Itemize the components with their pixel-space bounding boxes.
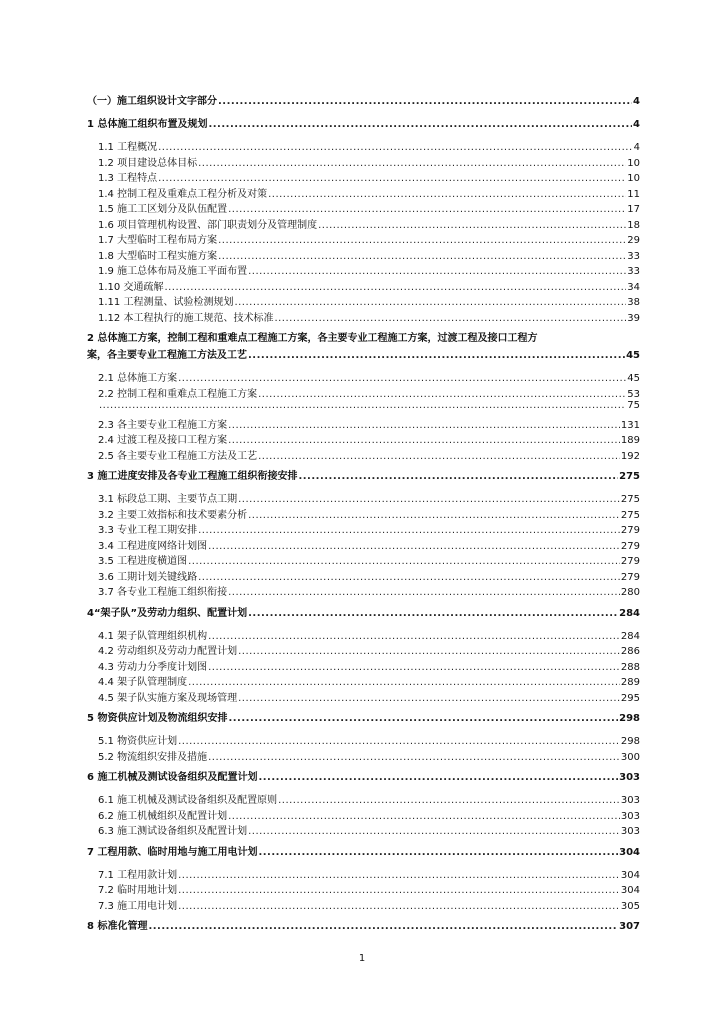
toc-page-number: 304	[620, 885, 640, 896]
toc-page-number: 303	[619, 772, 640, 783]
toc-dot-leader	[178, 373, 626, 384]
toc-entry-title: 7.1 工程用款计划	[98, 869, 178, 881]
toc-page-number: 275	[620, 494, 640, 505]
toc-chapter-entry[interactable]	[87, 467, 640, 485]
toc-page-number: 4	[633, 119, 640, 130]
toc-page-number: 298	[619, 713, 640, 724]
toc-chapter-entry[interactable]	[87, 346, 640, 364]
toc-entry-title: 7.3 施工用电计划	[98, 900, 178, 912]
toc-dot-leader	[148, 921, 618, 932]
toc-page-number: 275	[620, 509, 640, 521]
toc-entry-title: 3.3 专业工程工期安排	[98, 525, 198, 536]
toc-entry-title: 1.6 项目管理机构设置、部门职责划分及管理制度	[98, 219, 318, 231]
toc-dot-leader	[208, 752, 620, 763]
toc-page-number: 298	[620, 736, 640, 747]
toc-dot-leader	[218, 96, 632, 107]
toc-page-number: 192	[620, 450, 640, 462]
toc-entry-title: （一）施工组织设计文字部分	[87, 96, 217, 107]
toc-entry-title: 1.9 施工总体布局及施工平面布置	[98, 266, 248, 277]
toc-page-number: 280	[620, 587, 640, 598]
toc-entry-title: 8 标准化管理	[87, 921, 148, 932]
toc-dot-leader	[238, 494, 620, 505]
toc-section-entry[interactable]	[87, 262, 640, 278]
toc-dot-leader	[238, 693, 620, 704]
toc-dot-leader	[178, 901, 620, 912]
toc-dot-leader	[188, 556, 620, 567]
toc-entry-title: 1.7 大型临时工程布局方案	[98, 235, 218, 246]
toc-dot-leader	[248, 826, 620, 837]
toc-dot-leader	[258, 772, 618, 783]
toc-section-entry[interactable]	[87, 506, 640, 522]
toc-dot-leader	[238, 646, 620, 657]
toc-entry-title: 4.5 架子队实施方案及现场管理	[98, 692, 238, 704]
toc-entry-title: 1.4 控制工程及重难点工程分析及对策	[98, 188, 268, 200]
toc-page-number: 289	[620, 677, 640, 688]
toc-entry-title: 1.12 本工程执行的施工规范、技术标准	[98, 312, 274, 324]
toc-entry-title: 1.5 施工工区划分及队伍配置	[98, 204, 228, 215]
toc-dot-leader	[258, 847, 618, 858]
toc-page-number: 34	[627, 281, 640, 293]
toc-dot-leader	[208, 631, 620, 642]
toc-entry-title: 2.1 总体施工方案	[98, 373, 178, 384]
toc-entry-title: 1.3 工程特点	[98, 173, 158, 184]
toc-page-number: 286	[620, 646, 640, 657]
toc-entry-title: 6.3 施工测试设备组织及配置计划	[98, 826, 248, 837]
toc-section-entry[interactable]	[87, 583, 640, 599]
toc-dot-leader	[198, 158, 626, 169]
toc-page-number: 284	[620, 630, 640, 642]
toc-dot-leader	[208, 541, 620, 552]
toc-page-number: 38	[627, 297, 640, 308]
toc-entry-title: 1.8 大型临时工程实施方案	[98, 250, 218, 262]
toc-dot-leader	[258, 389, 626, 400]
toc-page-number: 307	[619, 921, 640, 932]
toc-entry-wrapped-line[interactable]: 2 总体施工方案，控制工程和重难点工程施工方案，各主要专业工程施工方案，过渡工程及接口工程方	[87, 333, 538, 344]
toc-section-entry[interactable]	[87, 369, 640, 385]
toc-section-entry[interactable]	[87, 689, 640, 705]
table-of-contents	[87, 92, 640, 935]
toc-entry-title: 3.2 主要工效指标和技术要素分析	[98, 509, 248, 521]
toc-chapter-entry[interactable]	[87, 709, 640, 727]
toc-dot-leader	[248, 608, 618, 619]
toc-section-entry[interactable]	[87, 521, 640, 537]
toc-section-entry[interactable]	[87, 200, 640, 216]
toc-entry-title: 5.1 物资供应计划	[98, 736, 178, 747]
toc-page-number: 10	[627, 157, 640, 169]
toc-page-number: 131	[620, 419, 640, 431]
toc-page-number: 53	[627, 388, 640, 400]
toc-section-entry[interactable]	[87, 490, 640, 506]
toc-page-number: 303	[620, 826, 640, 837]
toc-entry-title: 6.2 施工机械组织及配置计划	[98, 810, 228, 822]
toc-section-entry[interactable]	[87, 293, 640, 309]
toc-page-number: 305	[620, 900, 640, 912]
toc-dot-leader	[158, 142, 633, 153]
toc-entry-title: 3.5 工程进度横道图	[98, 556, 188, 567]
toc-dot-leader	[228, 204, 626, 215]
toc-section-entry[interactable]	[87, 431, 640, 447]
toc-section-entry[interactable]	[87, 247, 640, 263]
toc-page-number: 11	[627, 188, 640, 200]
toc-page-number: 189	[620, 435, 640, 446]
toc-section-entry[interactable]	[87, 537, 640, 553]
toc-entry-title: 1.1 工程概况	[98, 142, 158, 153]
toc-page-number: 29	[627, 235, 640, 246]
toc-entry-title: 1.2 项目建设总体目标	[98, 157, 198, 169]
toc-section-entry[interactable]	[87, 791, 640, 807]
toc-entry-title: 4.1 架子队管理组织机构	[98, 630, 208, 642]
toc-section-entry[interactable]	[87, 732, 640, 748]
toc-dot-leader	[234, 297, 626, 308]
toc-section-entry[interactable]	[87, 807, 640, 823]
toc-dot-leader	[99, 400, 626, 411]
toc-section-entry[interactable]	[87, 385, 640, 401]
toc-section-entry[interactable]	[87, 447, 640, 463]
toc-entry-title: 2.4 过渡工程及接口工程方案	[98, 435, 228, 446]
toc-section-entry[interactable]	[87, 154, 640, 170]
toc-page-number: 300	[620, 751, 640, 763]
toc-page-number: 304	[619, 846, 640, 858]
toc-dot-leader	[178, 870, 620, 881]
toc-page-number: 279	[620, 540, 640, 552]
toc-page-number: 288	[620, 661, 640, 673]
toc-entry-title: 案，各主要专业工程施工方法及工艺	[87, 350, 247, 361]
toc-page-number: 275	[619, 471, 640, 482]
toc-section-entry[interactable]	[87, 169, 640, 185]
toc-section-entry[interactable]	[87, 881, 640, 897]
toc-dot-leader	[228, 420, 620, 431]
toc-section-entry[interactable]	[87, 568, 640, 584]
toc-section-entry[interactable]	[87, 552, 640, 568]
toc-page-number: 33	[627, 266, 640, 277]
toc-entry-title: 2.5 各主要专业工程施工方法及工艺	[98, 450, 258, 462]
toc-entry-title: 4“架子队”及劳动力组织、配置计划	[87, 607, 248, 619]
toc-section-entry[interactable]	[87, 642, 640, 658]
toc-entry-title: 3 施工进度安排及各专业工程施工组织衔接安排	[87, 471, 298, 482]
toc-page-number: 17	[627, 204, 640, 215]
toc-page-number: 279	[620, 571, 640, 583]
toc-dot-leader	[278, 795, 620, 806]
toc-dot-leader	[228, 587, 620, 598]
toc-dot-leader	[274, 313, 626, 324]
toc-section-entry[interactable]	[87, 673, 640, 689]
toc-dot-leader	[218, 235, 626, 246]
toc-section-entry[interactable]	[87, 627, 640, 643]
toc-dot-leader	[248, 266, 626, 277]
toc-entry-title: 1.10 交通疏解	[98, 281, 164, 293]
toc-section-entry[interactable]	[87, 748, 640, 764]
toc-dot-leader	[164, 282, 626, 293]
toc-chapter-entry[interactable]	[87, 92, 640, 110]
toc-chapter-entry[interactable]	[87, 917, 640, 935]
toc-dot-leader	[158, 173, 626, 184]
toc-section-entry[interactable]	[87, 866, 640, 882]
toc-entry-title: 2.3 各主要专业工程施工方案	[98, 419, 228, 431]
toc-section-entry[interactable]	[87, 278, 640, 294]
toc-entry-title: 5 物资供应计划及物流组织安排	[87, 713, 228, 724]
toc-section-entry[interactable]	[87, 231, 640, 247]
toc-entry-title: 3.7 各专业工程施工组织衔接	[98, 587, 228, 598]
toc-entry-title: 3.4 工程进度网络计划图	[98, 540, 208, 552]
toc-dot-leader	[198, 572, 620, 583]
toc-page-number: 75	[627, 400, 640, 411]
toc-page-number: 33	[627, 250, 640, 262]
toc-entry-title: 7 工程用款、临时用地与施工用电计划	[87, 846, 258, 858]
toc-dot-leader	[178, 736, 620, 747]
toc-entry-title: 6 施工机械及测试设备组织及配置计划	[87, 772, 258, 783]
toc-page-number: 303	[620, 810, 640, 822]
toc-entry-title: 6.1 施工机械及测试设备组织及配置原则	[98, 795, 278, 806]
toc-dot-leader	[188, 677, 620, 688]
toc-chapter-entry[interactable]	[87, 604, 640, 622]
toc-entry-title: 4.4 架子队管理制度	[98, 677, 188, 688]
toc-page-number: 295	[620, 692, 640, 704]
toc-dot-leader	[228, 435, 620, 446]
toc-dot-leader	[198, 525, 620, 536]
toc-page-number: 4	[633, 142, 640, 153]
toc-entry-title: 2.2 控制工程和重难点工程施工方案	[98, 388, 258, 400]
toc-section-entry[interactable]	[87, 185, 640, 201]
toc-page-number: 18	[627, 219, 640, 231]
toc-page-number: 4	[633, 96, 640, 107]
toc-section-entry[interactable]	[87, 416, 640, 432]
toc-entry-title: 3.1 标段总工期、主要节点工期	[98, 494, 238, 505]
toc-page-number: 304	[620, 869, 640, 881]
toc-section-entry[interactable]	[87, 658, 640, 674]
toc-dot-leader	[228, 713, 618, 724]
toc-page-number: 39	[627, 312, 640, 324]
toc-dot-leader	[298, 471, 618, 482]
toc-entry-title: 4.2 劳动组织及劳动力配置计划	[98, 646, 238, 657]
toc-chapter-entry[interactable]	[87, 768, 640, 786]
toc-entry-title: 7.2 临时用地计划	[98, 885, 178, 896]
toc-dot-leader	[208, 662, 620, 673]
page-number: 1	[358, 953, 366, 964]
toc-chapter-entry[interactable]	[87, 115, 640, 133]
toc-dot-leader	[258, 451, 620, 462]
toc-chapter-entry[interactable]	[87, 843, 640, 861]
toc-page-number: 10	[627, 173, 640, 184]
toc-dot-leader	[248, 510, 620, 521]
toc-section-entry[interactable]	[87, 309, 640, 325]
toc-dot-leader	[318, 220, 626, 231]
toc-dot-leader	[228, 811, 620, 822]
toc-page-number: 284	[619, 607, 640, 619]
toc-entry-title: 5.2 物流组织安排及措施	[98, 751, 208, 763]
toc-dot-leader	[178, 885, 620, 896]
toc-page-number: 45	[627, 373, 640, 384]
toc-page-number: 279	[620, 556, 640, 567]
toc-entry-title: 4.3 劳动力分季度计划图	[98, 661, 208, 673]
toc-section-entry[interactable]	[87, 897, 640, 913]
toc-section-entry[interactable]	[87, 138, 640, 154]
toc-dot-leader	[218, 251, 626, 262]
toc-section-entry[interactable]	[87, 216, 640, 232]
toc-entry-title: 1.11 工程测量、试验检测规划	[98, 297, 234, 308]
toc-dot-leader	[248, 350, 625, 361]
toc-section-entry[interactable]	[87, 822, 640, 838]
toc-dot-leader	[208, 119, 632, 130]
toc-dot-leader	[268, 189, 626, 200]
toc-page-number: 45	[626, 350, 640, 361]
toc-page-number: 303	[620, 795, 640, 806]
toc-entry-title: 1 总体施工组织布置及规划	[87, 119, 208, 130]
toc-entry-title: 3.6 工期计划关键线路	[98, 571, 198, 583]
toc-section-entry[interactable]	[87, 400, 640, 416]
toc-page-number: 279	[620, 525, 640, 536]
